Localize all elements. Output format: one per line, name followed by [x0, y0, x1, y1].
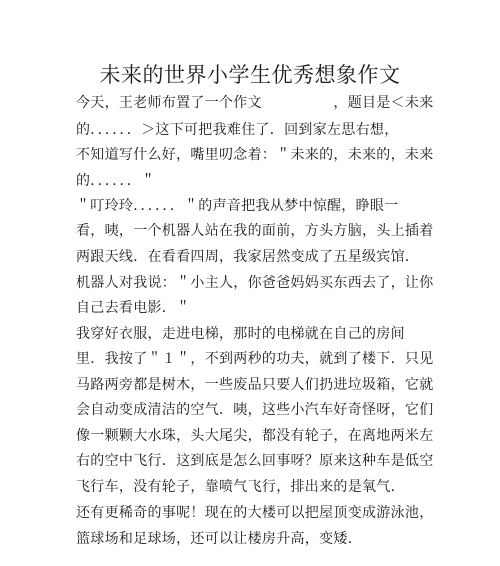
- document-title: 未来的世界小学生优秀想象作文: [99, 63, 401, 87]
- paragraph-line: 还有更稀奇的事呢！现在的大楼可以把屋顶变成游泳池，: [76, 505, 434, 521]
- paragraph-line: 的．．．．．．＞这下可把我难住了．回到家左思右想，: [76, 122, 399, 138]
- paragraph-line: 右的空中飞行．这到底是怎么回事呀？原来这种车是低空: [76, 453, 434, 469]
- paragraph-line: 两跟天线．在看看四周，我家居然变成了五星级宾馆．: [76, 249, 420, 265]
- paragraph-line: 自己去看电影．＂: [76, 300, 191, 316]
- paragraph-line: 篮球场和足球场，还可以让楼房升高，变矮．: [76, 531, 362, 547]
- paragraph-line: ＂叮玲玲．．．．．．＂的声音把我从梦中惊醒，睁眼一: [76, 198, 399, 214]
- paragraph-line: 机器人对我说：＂小主人，你爸爸妈妈买东西去了，让你: [76, 275, 434, 291]
- paragraph-line: 飞行车，没有轮子，靠喷气飞行，排出来的是氧气．: [76, 479, 405, 495]
- paragraph-line: 今天，王老师布置了一个作文 ，题目是＜未来: [76, 95, 434, 111]
- paragraph-line: 马路两旁都是树木，一些废品只要人们扔进垃圾箱，它就: [76, 377, 434, 393]
- paragraph-line: 我穿好衣服，走进电梯，那时的电梯就在自己的房间: [76, 326, 405, 342]
- paragraph-line: 的．．．．．．＂: [76, 173, 156, 189]
- paragraph-line: 像一颗颗大水珠，头大尾尖，都没有轮子，在离地两米左: [76, 428, 434, 444]
- paragraph-line: 会自动变成清洁的空气．咦，这些小汽车好奇怪呀，它们: [76, 402, 434, 418]
- paragraph-line: 里．我按了＂１＂，不到两秒的功夫，就到了楼下．只见: [76, 351, 434, 367]
- paragraph-line: 不知道写什么好，嘴里叨念着：＂未来的，未来的，未来: [76, 147, 434, 163]
- paragraph-line: 看，咦，一个机器人站在我的面前，方头方脑，头上插着: [76, 223, 434, 239]
